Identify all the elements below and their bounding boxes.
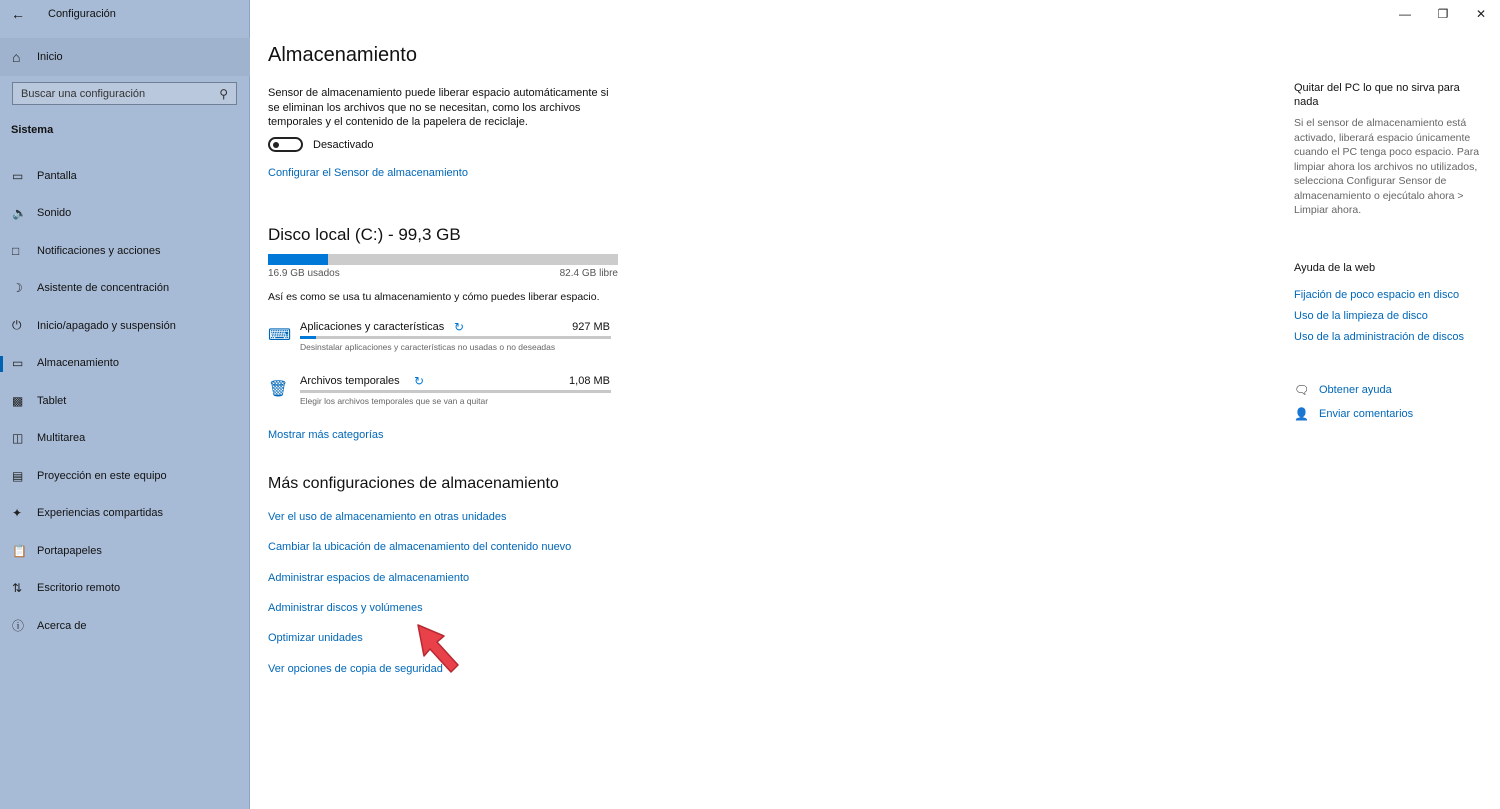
web-link-low-disk[interactable]: Fijación de poco espacio en disco xyxy=(1294,289,1460,301)
sidebar-item-multitarea[interactable] xyxy=(0,420,250,458)
sidebar-item-label: Notificaciones y acciones xyxy=(37,244,161,257)
tip-title: Quitar del PC lo que no sirva para nada xyxy=(1294,82,1460,108)
sidebar-item-sonido[interactable] xyxy=(0,195,250,233)
sidebar-item-label: Pantalla xyxy=(37,169,77,182)
sidebar-item-label: Inicio xyxy=(37,51,63,63)
trash-icon: 🗑 xyxy=(268,381,289,398)
toggle-knob xyxy=(273,142,279,148)
shared-icon: ✦ xyxy=(12,506,23,521)
sidebar-nav xyxy=(0,157,250,645)
app-title: Configuración xyxy=(48,8,116,20)
link-optimize-drives[interactable]: Optimizar unidades xyxy=(268,632,363,644)
more-settings-title: Más configuraciones de almacenamiento xyxy=(268,475,559,492)
apps-keyboard-icon: ⌨ xyxy=(268,327,292,344)
category-name: Aplicaciones y características xyxy=(300,321,445,333)
info-icon: ⓘ xyxy=(12,619,25,634)
category-size: 1,08 MB xyxy=(569,375,610,387)
show-more-categories-link[interactable]: Mostrar más categorías xyxy=(268,429,384,441)
minimize-icon[interactable]: — xyxy=(1399,7,1411,21)
monitor-icon: ▭ xyxy=(12,168,24,183)
usage-intro: Así es como se usa tu almacenamiento y cómo puedes liberar espacio. xyxy=(268,291,600,303)
feedback-link[interactable]: Enviar comentarios xyxy=(1319,408,1414,420)
tip-body: Si el sensor de almacenamiento está activado, liberará espacio únicamente cuando el PC tenga poco espacio. Para limpiar ahora los archivos no utilizados, selecciona Configurar Sensor de almacenamiento o ejecútalo ahora > Limpiar ahora. xyxy=(1294,117,1480,216)
disk-title: Disco local (C:) - 99,3 GB xyxy=(268,225,461,244)
storage-icon: ▭ xyxy=(12,356,24,371)
clipboard-icon: 📋 xyxy=(12,543,27,558)
sidebar-item-label: Multitarea xyxy=(37,432,86,445)
sidebar-item-label: Experiencias compartidas xyxy=(37,507,163,520)
link-change-save-location[interactable]: Cambiar la ubicación de almacenamiento del contenido nuevo xyxy=(268,541,572,553)
sidebar-item-label: Acerca de xyxy=(37,619,87,632)
sidebar-item-proyeccion[interactable] xyxy=(0,457,250,495)
storage-sense-toggle-row xyxy=(268,137,374,152)
search-icon[interactable]: ⚲ xyxy=(219,86,228,101)
back-arrow-icon[interactable]: ← xyxy=(11,6,25,22)
notification-icon: □ xyxy=(12,243,20,258)
sidebar-item-label: Escritorio remoto xyxy=(37,582,121,595)
moon-icon: ☽ xyxy=(12,281,23,296)
section-title: Sistema xyxy=(11,124,54,136)
disk-usage-fill xyxy=(268,254,328,265)
storage-sense-description: Sensor de almacenamiento puede liberar espacio automáticamente si se eliminan los archivos que no se necesitan, como los archivos temporales y el contenido de la papelera de reciclaje. xyxy=(268,87,609,128)
sidebar-item-label: Almacenamiento xyxy=(37,357,119,370)
sidebar-item-notificaciones[interactable] xyxy=(0,232,250,270)
sidebar-item-label: Sonido xyxy=(37,207,72,220)
multitask-icon: ◫ xyxy=(12,431,24,446)
web-link-disk-management[interactable]: Uso de la administración de discos xyxy=(1294,331,1464,343)
disk-usage-bar xyxy=(268,254,618,265)
sidebar-item-label: Portapapeles xyxy=(37,544,102,557)
sidebar-item-concentracion[interactable] xyxy=(0,270,250,308)
feedback-row[interactable] xyxy=(1294,407,1413,421)
close-icon[interactable]: ✕ xyxy=(1475,7,1487,21)
annotation-arrow-icon xyxy=(414,622,464,677)
disk-free-label: 82.4 GB libre xyxy=(559,268,618,279)
web-link-disk-cleanup[interactable]: Uso de la limpieza de disco xyxy=(1294,310,1428,322)
category-bar xyxy=(300,390,611,393)
tablet-icon: ▩ xyxy=(12,393,24,408)
category-subtitle: Elegir los archivos temporales que se van a quitar xyxy=(300,396,489,406)
storage-sense-toggle[interactable] xyxy=(268,137,303,152)
category-name: Archivos temporales xyxy=(300,375,400,387)
title-bar xyxy=(0,0,250,28)
loading-spinner-icon: ↻ xyxy=(414,374,425,388)
restore-icon[interactable]: ❐ xyxy=(1437,7,1449,21)
category-subtitle: Desinstalar aplicaciones y características no usadas o no deseadas xyxy=(300,342,556,352)
search-input[interactable] xyxy=(12,82,237,105)
get-help-link[interactable]: Obtener ayuda xyxy=(1319,384,1392,396)
category-bar xyxy=(300,336,611,339)
category-bar-fill xyxy=(300,336,316,339)
feedback-icon: 👤 xyxy=(1294,407,1309,421)
loading-spinner-icon: ↻ xyxy=(454,320,465,334)
disk-stats xyxy=(268,268,618,279)
sidebar-item-label: Asistente de concentración xyxy=(37,282,170,295)
projection-icon: ▤ xyxy=(12,468,24,483)
sidebar xyxy=(0,0,250,809)
sidebar-item-experiencias[interactable] xyxy=(0,495,250,533)
category-apps[interactable] xyxy=(268,321,613,361)
link-disks-volumes[interactable]: Administrar discos y volúmenes xyxy=(268,602,423,614)
sidebar-item-tablet[interactable] xyxy=(0,382,250,420)
chat-help-icon: 🗨 xyxy=(1294,383,1310,397)
sidebar-item-escritorio-remoto[interactable] xyxy=(0,570,250,608)
speaker-icon: 🔈 xyxy=(12,206,27,221)
sidebar-item-label: Tablet xyxy=(37,394,67,407)
get-help-row[interactable] xyxy=(1294,383,1392,397)
link-backup-options[interactable]: Ver opciones de copia de seguridad xyxy=(268,663,443,675)
sidebar-item-portapapeles[interactable] xyxy=(0,532,250,570)
sidebar-item-label: Proyección en este equipo xyxy=(37,469,167,482)
category-size: 927 MB xyxy=(572,321,610,333)
sidebar-item-label: Inicio/apagado y suspensión xyxy=(37,319,176,332)
sidebar-item-acerca-de[interactable] xyxy=(0,607,250,645)
sidebar-item-pantalla[interactable] xyxy=(0,157,250,195)
configure-storage-sense-link[interactable]: Configurar el Sensor de almacenamiento xyxy=(268,167,468,179)
category-temp-files[interactable] xyxy=(268,375,613,415)
page-title: Almacenamiento xyxy=(268,44,417,66)
link-storage-spaces[interactable]: Administrar espacios de almacenamiento xyxy=(268,572,470,584)
disk-used-label: 16.9 GB usados xyxy=(268,268,340,279)
toggle-state-label: Desactivado xyxy=(313,138,374,151)
remote-desktop-icon: ⇅ xyxy=(12,581,23,596)
search-placeholder: Buscar una configuración xyxy=(21,87,146,100)
home-icon: ⌂ xyxy=(12,49,21,65)
power-icon: ⏻ xyxy=(12,318,22,333)
web-help-title: Ayuda de la web xyxy=(1294,262,1376,274)
sidebar-item-almacenamiento[interactable] xyxy=(0,345,250,383)
window-controls xyxy=(1386,0,1500,28)
sidebar-item-inicio-apagado[interactable] xyxy=(0,307,250,345)
sidebar-item-home[interactable] xyxy=(0,38,250,76)
link-other-drives-usage[interactable]: Ver el uso de almacenamiento en otras unidades xyxy=(268,511,507,523)
